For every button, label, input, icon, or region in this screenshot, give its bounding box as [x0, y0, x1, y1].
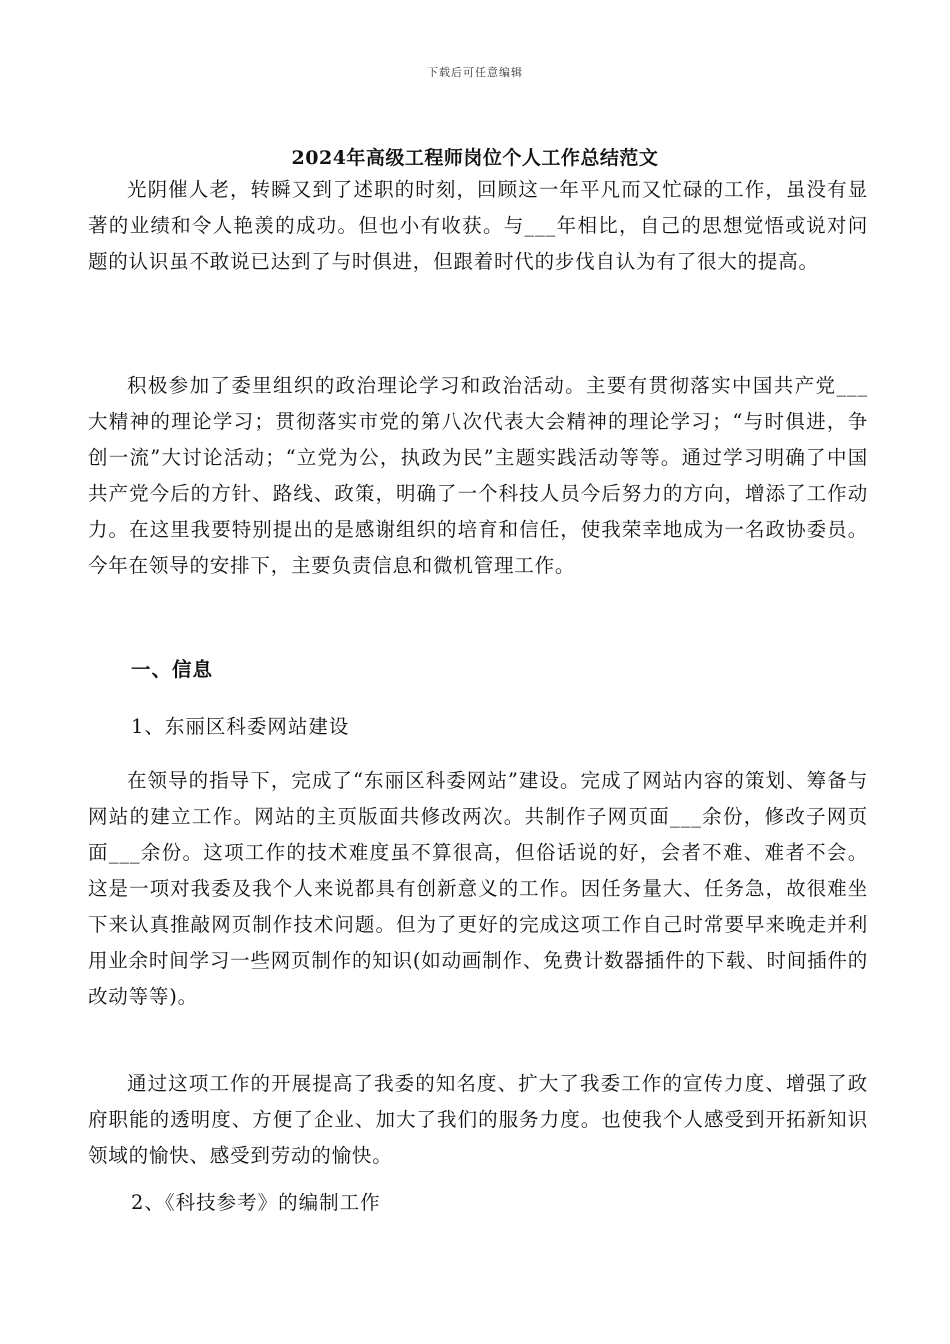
page-header-note: 下载后可任意编辑 [427, 66, 523, 79]
paragraph-political-study: 积极参加了委里组织的政治理论学习和政治活动。主要有贯彻落实中国共产党___大精神的理论学习；贯彻落实市党的第八次代表大会精神的理论学习；“与时俱进，争创一流”大讨论活动；“立党为公，执政为民”主题实践活动等等。通过学习明确了中国共产党今后的方针、路线、政策，明确了一个科技人员今后努力的方向，增添了工作动力。在这里我要特别提出的是感谢组织的培育和信任，使我荣幸地成为一名政协委员。今年在领导的安排下，主要负责信息和微机管理工作。 [88, 374, 868, 577]
paragraph-website-results: 通过这项工作的开展提高了我委的知名度、扩大了我委工作的宣传力度、增强了政府职能的透明度、方便了企业、加大了我们的服务力度。也使我个人感受到开拓新知识领域的愉快、感受到劳动的愉快。 [88, 1072, 868, 1167]
section-heading-information: 一、信息 [131, 658, 214, 681]
paragraph-intro: 光阴催人老，转瞬又到了述职的时刻，回顾这一年平凡而又忙碌的工作，虽没有显著的业绩和令人艳羡的成功。但也小有收获。与___年相比，自己的思想觉悟或说对问题的认识虽不敢说已达到了与时俱进，但跟着时代的步伐自认为有了很大的提高。 [88, 178, 868, 273]
document-title: 2024年高级工程师岗位个人工作总结范文 [291, 147, 659, 169]
subsection-heading-website: 1、东丽区科委网站建设 [131, 715, 350, 738]
paragraph-website-work: 在领导的指导下，完成了“东丽区科委网站”建设。完成了网站内容的策划、筹备与网站的建立工作。网站的主页版面共修改两次。共制作子网页面___余份，修改子网页面___余份。这项工作的技术难度虽不算很高，但俗话说的好，会者不难、难者不会。这是一项对我委及我个人来说都具有创新意义的工作。因任务量大、任务急，故很难坐下来认真推敲网页制作技术问题。但为了更好的完成这项工作自己时常要早来晚走并利用业余时间学习一些网页制作的知识(如动画制作、免费计数器插件的下载、时间插件的改动等等)。 [88, 769, 868, 1008]
subsection-heading-tech-reference: 2、《科技参考》的编制工作 [131, 1191, 381, 1214]
